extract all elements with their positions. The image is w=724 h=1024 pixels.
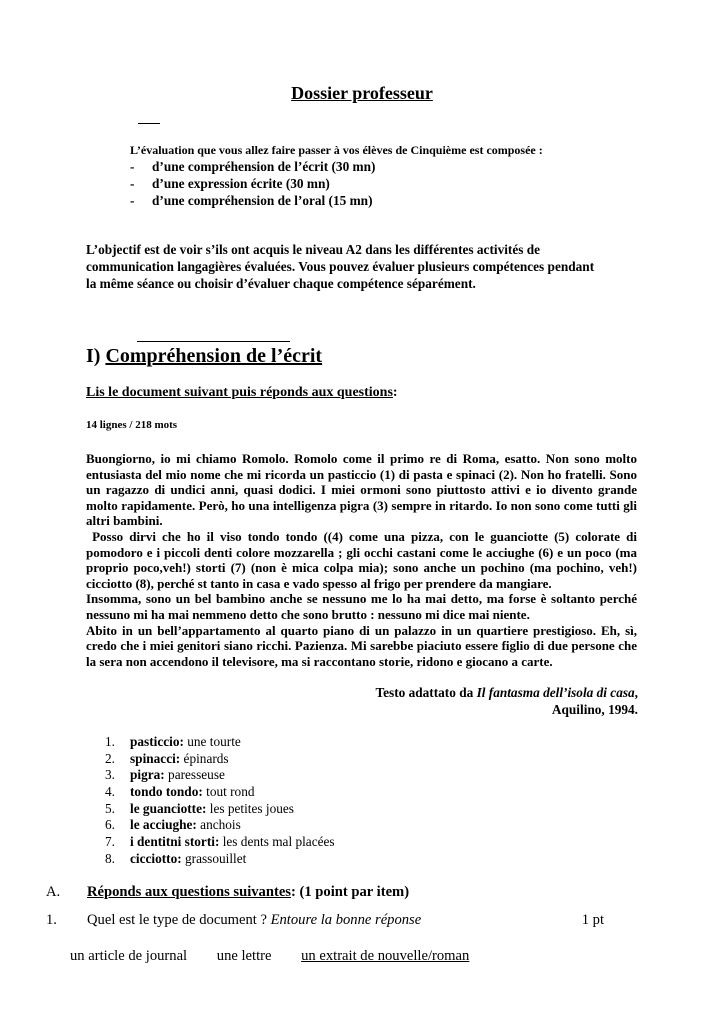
word-count: 14 lignes / 218 mots: [86, 419, 178, 431]
glossary-item: 7. i dentitni storti: les dents mal placées: [105, 834, 335, 850]
glossary-list: [105, 734, 335, 868]
question-1: 1. Quel est le type de document ? Entoure la bonne réponse 1 pt: [46, 912, 604, 928]
source-citation: Testo adattato da Il fantasma dell’isola di casa, Aquilino, 1994.: [375, 685, 638, 717]
list-item: - d’une expression écrite (30 mn): [130, 176, 330, 191]
glossary-item: 1. pasticcio: une tourte: [105, 734, 241, 749]
glossary-item: 6. le acciughe: anchois: [105, 817, 241, 833]
answer-option[interactable]: une lettre: [216, 948, 272, 964]
short-divider: [138, 123, 160, 124]
reading-passage: [86, 451, 637, 669]
part-a-heading: A. Réponds aux questions suivantes: (1 point par item): [46, 884, 410, 900]
answer-option[interactable]: un article de journal: [70, 948, 188, 964]
section-heading: I) Compréhension de l’écrit: [86, 345, 323, 367]
passage-paragraph: Insomma, sono un bel bambino anche se nessuno me lo ha mai detto, ma forse è soltanto perché nessuno mi ha mai nemmeno detto che sono brutto : nessuno mi dice mai niente.: [86, 591, 637, 622]
glossary-item: 2. spinacci: épinards: [105, 750, 229, 766]
question-points: 1 pt: [581, 912, 604, 928]
intro-text: L’évaluation que vous allez faire passer à vos élèves de Cinquième est composée :: [130, 143, 543, 157]
passage-paragraph: Buongiorno, io mi chiamo Romolo. Romolo come il primo re di Roma, esatto. Non sono molto entusiasta del mio nome che mi ricorda un pasticcio (1) di pasta e spinaci (2). Non ho fratelli. Sono un ragazzo di undici anni, quasi dodici. I miei ormoni sono piuttosto attivi e io divento grande molto rapidamente. Però, ho una intelligenza pigra (3) sempre in ritardo. Io non sono come tutti gli altri bambini.: [86, 451, 637, 529]
objective-paragraph: L’objectif est de voir s’ils ont acquis le niveau A2 dans les différentes activités de communication langagières évaluées. Vous pouvez évaluer plusieurs compétences pendant la même séance ou choisir d’évaluer chaque compétence séparément.: [86, 242, 595, 291]
section-divider: [137, 341, 290, 342]
passage-paragraph: Posso dirvi che ho il viso tondo tondo ((4) come una pizza, con le guanciotte (5) colorate di pomodoro e i piccoli denti colore mozzarella ; gli occhi castani come le acciughe (6) e un poco (ma proprio poco,veh!) storti (7) (non è mica colpa mia); sono anche un pochino (ma pochino, veh!) cicciotto (8), perché st tanto in casa e vado spesso al frigo per prendere da mangiare.: [86, 528, 637, 591]
evaluation-list: [130, 158, 375, 209]
list-item: - d’une compréhension de l’écrit (30 mn): [130, 159, 376, 174]
page-title: Dossier professeur: [291, 83, 433, 103]
answer-options: [70, 948, 469, 965]
glossary-item: 3. pigra: paresseuse: [105, 767, 225, 783]
reading-instruction: Lis le document suivant puis réponds aux questions:: [86, 385, 398, 400]
glossary-item: 4. tondo tondo: tout rond: [105, 784, 255, 800]
answer-option-selected[interactable]: un extrait de nouvelle/roman: [301, 948, 470, 964]
passage-paragraph: Abito in un bell’appartamento al quarto piano di un palazzo in un quartiere prestigioso. Eh, sì, credo che i miei genitori siano ricchi. Pazienza. Mi sarebbe piaciuto essere figlio di due persone che la sera non accendono il televisore, ma si raccontano storie, ridono e giocano a carte.: [86, 622, 637, 669]
list-item: - d’une compréhension de l’oral (15 mn): [130, 193, 373, 208]
glossary-item: 5. le guanciotte: les petites joues: [105, 800, 294, 816]
glossary-item: 8. cicciotto: grassouillet: [105, 850, 247, 866]
